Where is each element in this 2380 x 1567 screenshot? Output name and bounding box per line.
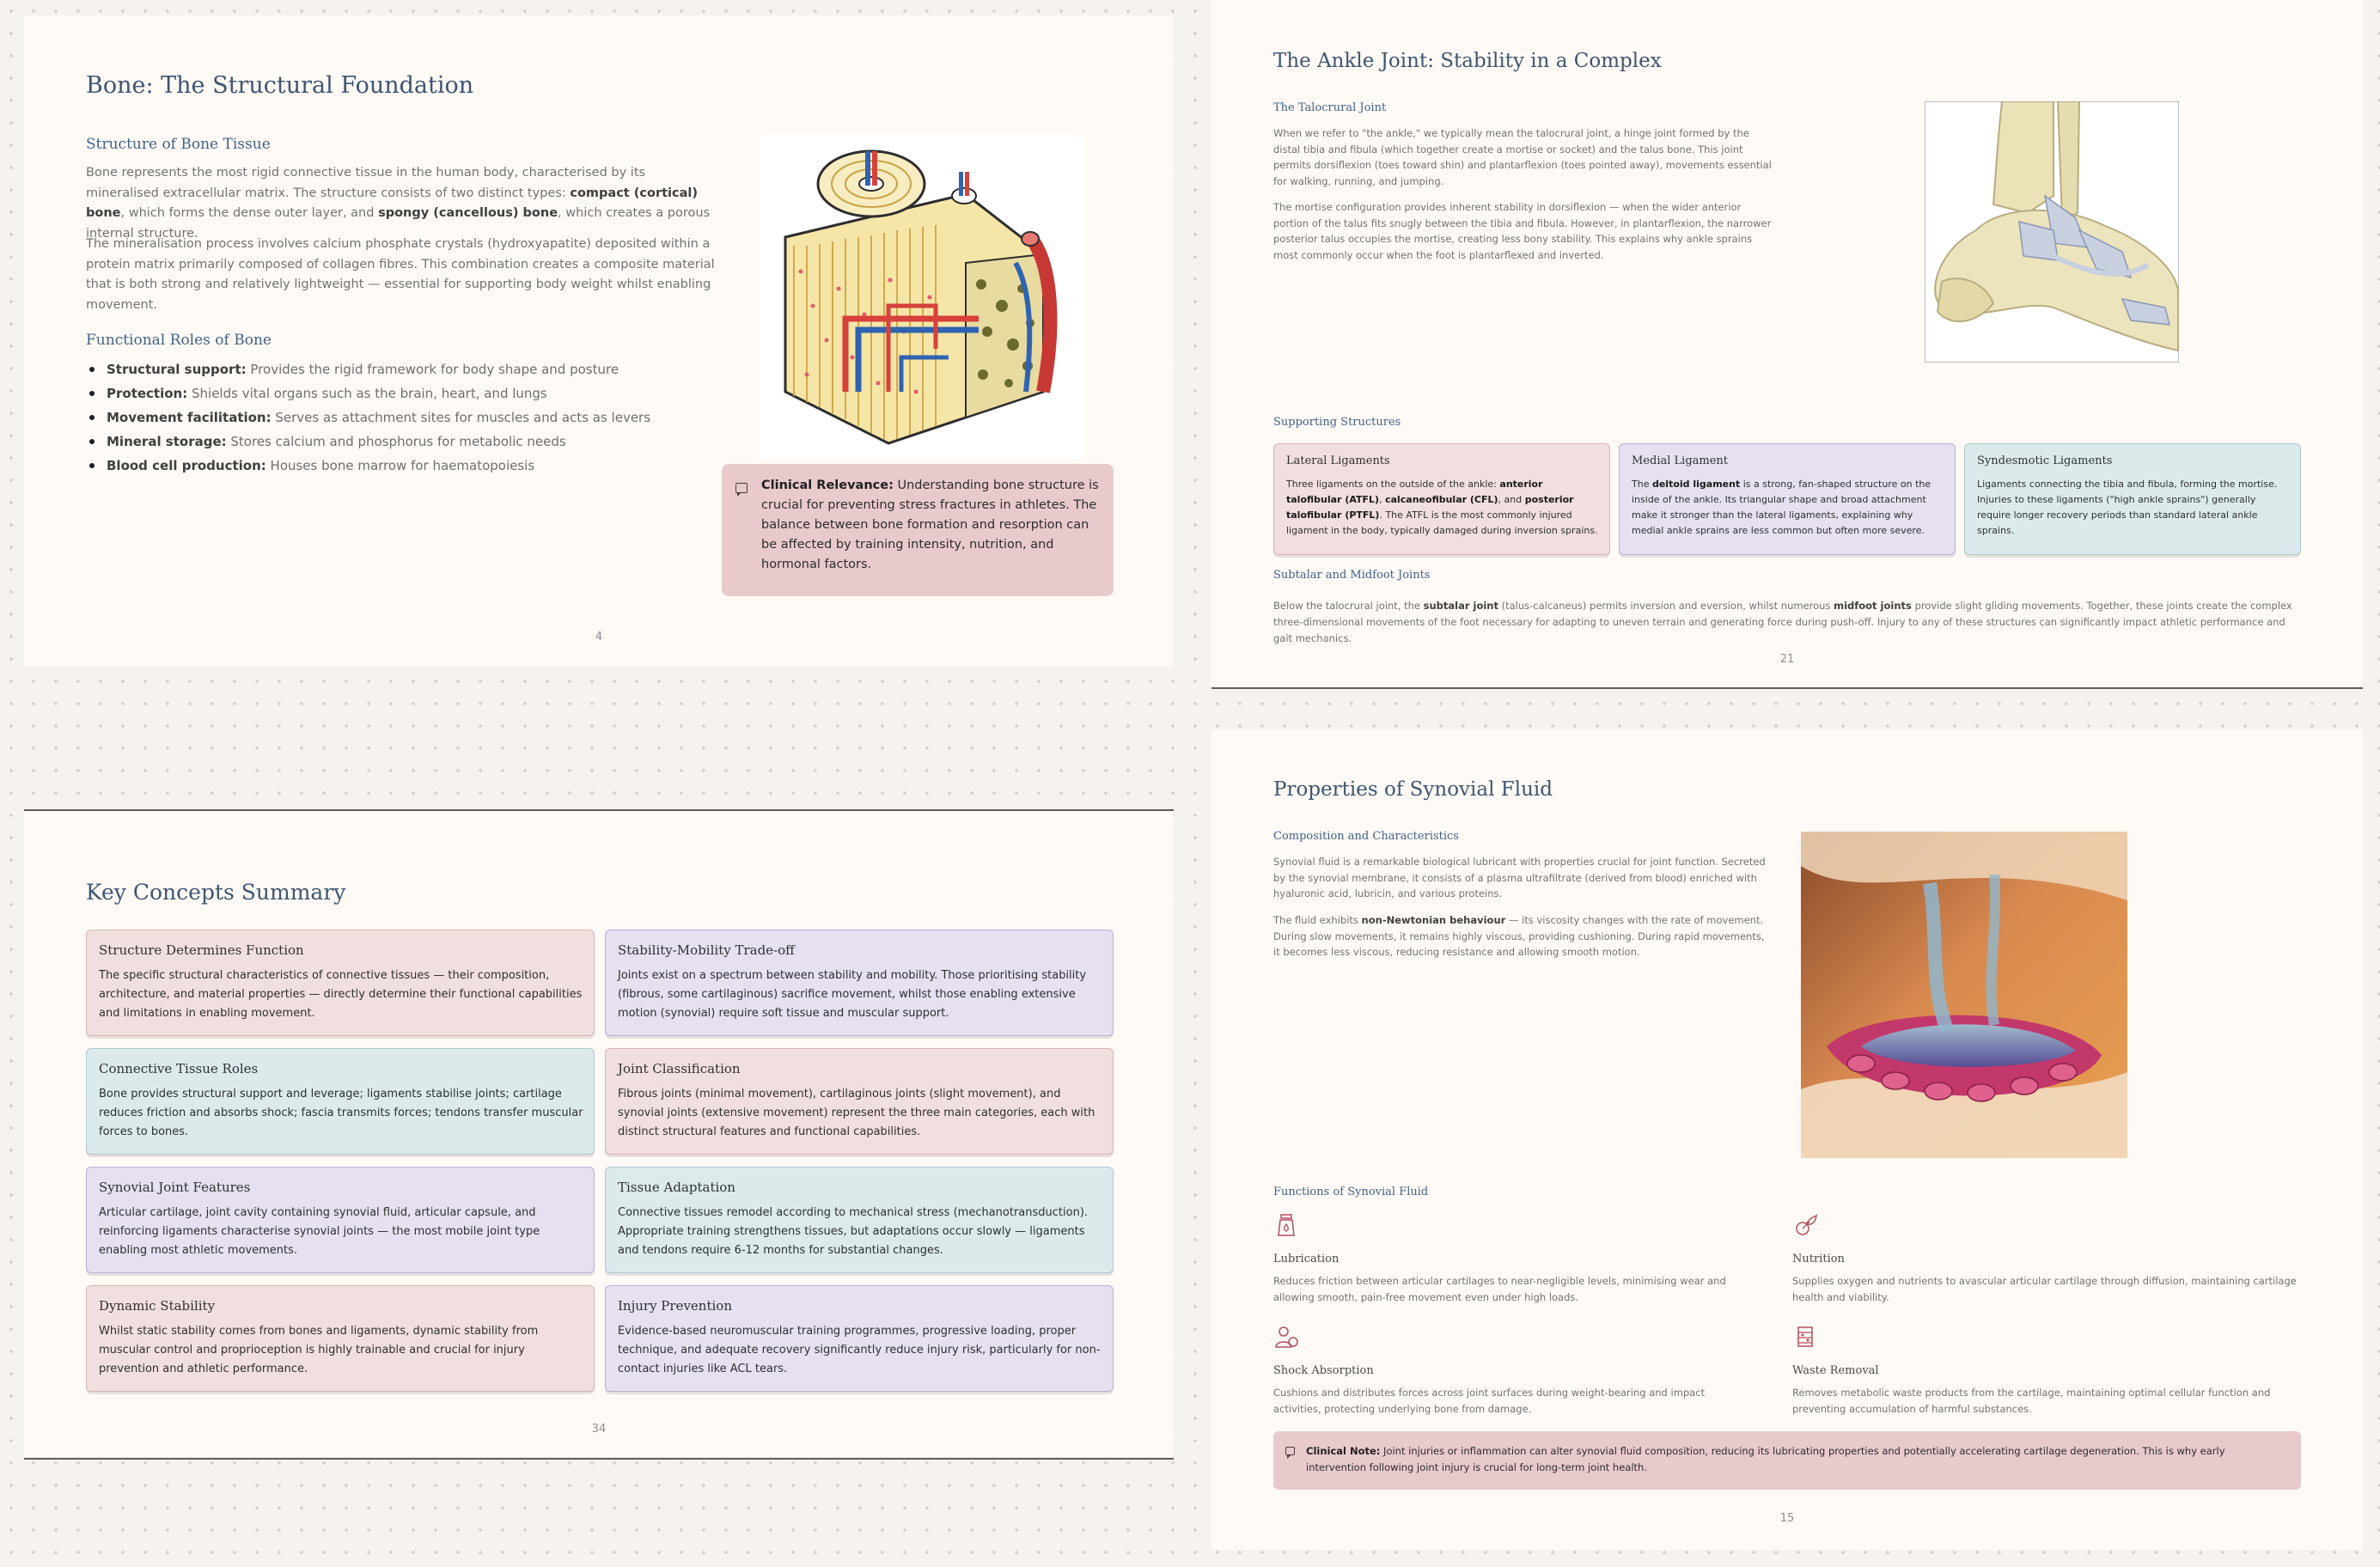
- list-item: Protection: Shields vital organs such as the brain, heart, and lungs: [86, 381, 739, 405]
- card-title: Stability-Mobility Trade-off: [618, 942, 795, 958]
- paragraph-mortise: The mortise configuration provides inherent stability in dorsiflexion — when the wider anterior portion of the talus fits snugly between the tibia and fibula. However, in plantarflexion, the narrower posterior talus occupies the mortise, creating less bony stability. This explains why ankle sprains most commonly occur when the foot is plantarflexed and inverted.: [1273, 201, 1772, 261]
- bottle-icon: [1273, 1213, 1299, 1239]
- callout-text: Clinical Relevance: Understanding bone structure is crucial for preventing stress fractures in athletes. The balance between bone formation and resorption can be affected by training intensity, nutrition, and hormonal factors.: [761, 479, 1099, 571]
- card-tissue-adaptation: [605, 1167, 1114, 1273]
- note-icon: [1285, 1447, 1295, 1455]
- filter-icon: [1792, 1325, 1818, 1351]
- function-title: Shock Absorption: [1273, 1364, 1374, 1377]
- slide-summary: [24, 811, 1174, 1457]
- card-text: The deltoid ligament is a strong, fan-shaped structure on the inside of the ankle. Its triangular shape and broad attachment make it stronger than the lateral ligaments, explaining why medial ankle sprains are less common but often more severe.: [1632, 479, 1931, 536]
- list-item: Blood cell production: Houses bone marrow for haematopoiesis: [86, 454, 739, 478]
- paragraph-non-newtonian: The fluid exhibits non-Newtonian behaviour — its viscosity changes with the rate of movement. During slow movements, it remains highly viscous, providing cushioning. During rapid movements, it becomes less viscous, reducing resistance and allowing smooth motion.: [1273, 914, 1765, 958]
- card-title: Joint Classification: [618, 1061, 741, 1076]
- card-stability-mobility: [605, 930, 1114, 1036]
- slide-synovial: [1211, 730, 2363, 1550]
- card-text: Fibrous joints (minimal movement), cartilaginous joints (slight movement), and synovial joints (extensive movement) represent the three main categories, each with distinct structural features and functional capabilities.: [618, 1088, 1095, 1138]
- function-text: Removes metabolic waste products from the cartilage, maintaining optimal cellular function and preventing accumulation of harmful substances.: [1792, 1387, 2271, 1415]
- card-lateral-ligaments: [1273, 443, 1610, 555]
- card-title: Tissue Adaptation: [618, 1180, 735, 1195]
- paragraph-talocrural: When we refer to "the ankle," we typically mean the talocrural joint, a hinge joint formed by the distal tibia and fibula (which together create a mortise or socket) and the talus bone. This joint permits dorsiflexion (toes toward shin) and plantarflexion (toes pointed away), movements essential for walking, running, and jumping.: [1273, 127, 1772, 187]
- card-structure-determines-function: [86, 930, 595, 1036]
- paragraph-subtalar: Below the talocrural joint, the subtalar joint (talus-calcaneus) permits inversion and eversion, whilst numerous midfoot joints provide slight gliding movements. Together, these joints create the complex three-dimensional movements of the foot necessary for adapting to uneven terrain and generating force during push-off. Injury to any of these structures can significantly impact athletic performance and gait mechanics.: [1273, 600, 2292, 644]
- card-title: Lateral Ligaments: [1286, 454, 1390, 467]
- card-synovial-joint-features: [86, 1167, 595, 1273]
- clinical-relevance-callout: [722, 464, 1114, 596]
- page-number: 15: [1779, 1512, 1795, 1525]
- page-title: Bone: The Structural Foundation: [86, 72, 474, 99]
- function-text: Supplies oxygen and nutrients to avascular articular cartilage through diffusion, maintaining cartilage health and viability.: [1792, 1275, 2297, 1303]
- card-title: Dynamic Stability: [99, 1298, 216, 1314]
- page-title: Key Concepts Summary: [86, 880, 346, 905]
- card-joint-classification: [605, 1048, 1114, 1155]
- card-text: Connective tissues remodel according to mechanical stress (mechanotransduction). Appropriate training strengthens tissues, but adaptations occur slowly — ligaments and tendons require 6-12 months for substantial changes.: [618, 1206, 1089, 1257]
- section-heading-subtalar: Subtalar and Midfoot Joints: [1273, 569, 1431, 582]
- section-heading-structure: Structure of Bone Tissue: [86, 136, 271, 153]
- card-title: Structure Determines Function: [99, 942, 304, 958]
- section-heading-functions: Functions of Synovial Fluid: [1273, 1186, 1429, 1198]
- page-number: 21: [1779, 653, 1795, 666]
- page-title: The Ankle Joint: Stability in a Complex: [1273, 50, 1662, 72]
- card-title: Syndesmotic Ligaments: [1977, 454, 2113, 467]
- section-heading-composition: Composition and Characteristics: [1273, 830, 1459, 843]
- card-injury-prevention: [605, 1285, 1114, 1392]
- card-text: Evidence-based neuromuscular training programmes, progressive loading, proper technique, and adequate recovery significantly reduce injury risk, particularly for non-contact injuries like ACL tears.: [618, 1325, 1101, 1375]
- page-number: 34: [591, 1423, 607, 1436]
- card-connective-tissue-roles: [86, 1048, 595, 1155]
- card-syndesmotic-ligaments: [1964, 443, 2301, 555]
- list-item: Mineral storage: Stores calcium and phosphorus for metabolic needs: [86, 430, 739, 454]
- card-title: Synovial Joint Features: [99, 1180, 251, 1195]
- ankle-joint-illustration: [1925, 101, 2179, 363]
- function-title: Lubrication: [1273, 1253, 1340, 1265]
- card-text: Bone provides structural support and leverage; ligaments stabilise joints; cartilage reduces friction and absorbs shock; fascia transmits forces; tendons transfer muscular forces to bones.: [99, 1088, 583, 1138]
- card-medial-ligament: [1619, 443, 1956, 555]
- function-text: Reduces friction between articular cartilages to near-negligible levels, minimising wear and allowing smooth, pain-free movement even under high loads.: [1273, 1275, 1726, 1303]
- page-divider: [24, 1458, 1174, 1460]
- function-text: Cushions and distributes forces across joint surfaces during weight-bearing and impact activities, protecting underlying bone from damage.: [1273, 1387, 1706, 1415]
- list-item: Movement facilitation: Serves as attachment sites for muscles and acts as levers: [86, 405, 739, 430]
- section-heading-roles: Functional Roles of Bone: [86, 332, 272, 349]
- leaf-icon: [1792, 1213, 1818, 1239]
- card-text: Ligaments connecting the tibia and fibula, forming the mortise. Injuries to these ligaments ("high ankle sprains") generally require longer recovery periods than standard lateral ankle sprains.: [1977, 479, 2278, 536]
- slide-bone: [24, 15, 1174, 667]
- note-icon: [735, 483, 748, 493]
- paragraph-mineralisation: The mineralisation process involves calcium phosphate crystals (hydroxyapatite) deposited within a protein matrix primarily composed of collagen fibres. This combination creates a composite material that is both strong and relatively lightweight — essential for supporting body weight whilst enabling movement.: [86, 237, 715, 312]
- roles-list: [86, 357, 739, 478]
- card-dynamic-stability: [86, 1285, 595, 1392]
- cushion-icon: [1273, 1325, 1299, 1351]
- page-number: 4: [595, 631, 603, 643]
- card-text: Whilst static stability comes from bones and ligaments, dynamic stability from muscular control and proprioception is highly trainable and crucial for injury prevention and athletic performance.: [99, 1325, 539, 1375]
- card-text: Joints exist on a spectrum between stability and mobility. Those prioritising stability (fibrous, some cartilaginous) sacrifice movement, whilst those enabling extensive motion (synovial) require soft tissue and muscular support.: [618, 969, 1087, 1020]
- bone-cross-section-illustration: [760, 134, 1084, 459]
- callout-text: Clinical Note: Joint injuries or inflammation can alter synovial fluid composition, reducing its lubricating properties and potentially accelerating cartilage degeneration. This is why early intervention following joint injury is crucial for long-term joint health.: [1306, 1445, 2225, 1473]
- page-title: Properties of Synovial Fluid: [1273, 778, 1553, 801]
- slide-ankle: [1211, 0, 2363, 687]
- card-title: Injury Prevention: [618, 1298, 732, 1314]
- function-title: Waste Removal: [1792, 1364, 1879, 1377]
- paragraph-bone-structure: Bone represents the most rigid connective tissue in the human body, characterised by its mineralised extracellular matrix. The structure consists of two distinct types: compact (cortical) bone, which forms the dense outer layer, and spongy (cancellous) bone, which creates a porous internal structure.: [86, 166, 711, 241]
- section-heading-talocrural: The Talocrural Joint: [1273, 101, 1387, 114]
- card-text: The specific structural characteristics of connective tissues — their composition, architecture, and material properties — directly determine their functional capabilities and limitations in enabling movement.: [99, 969, 583, 1020]
- paragraph-composition: Synovial fluid is a remarkable biological lubricant with properties crucial for joint function. Secreted by the synovial membrane, it consists of a plasma ultrafiltrate (derived from blood) enriched with hyaluronic acid, lubricin, and various proteins.: [1273, 856, 1766, 899]
- card-title: Medial Ligament: [1632, 454, 1729, 467]
- card-text: Articular cartilage, joint cavity containing synovial fluid, articular capsule, and reinforcing ligaments characterise synovial joints — the most mobile joint type enabling most athletic movements.: [99, 1206, 540, 1257]
- card-title: Connective Tissue Roles: [99, 1061, 259, 1076]
- function-title: Nutrition: [1792, 1253, 1845, 1265]
- list-item: Structural support: Provides the rigid framework for body shape and posture: [86, 357, 739, 381]
- card-text: Three ligaments on the outside of the ankle: anterior talofibular (ATFL), calcaneofibular (CFL), and posterior talofibular (PTFL). The ATFL is the most commonly injured ligament in the body, typically damaged during inversion sprains.: [1286, 479, 1598, 536]
- section-heading-supporting: Supporting Structures: [1273, 416, 1401, 429]
- clinical-note-callout: [1273, 1431, 2301, 1490]
- page-divider: [1211, 687, 2363, 689]
- synovial-fluid-illustration: [1801, 832, 2127, 1158]
